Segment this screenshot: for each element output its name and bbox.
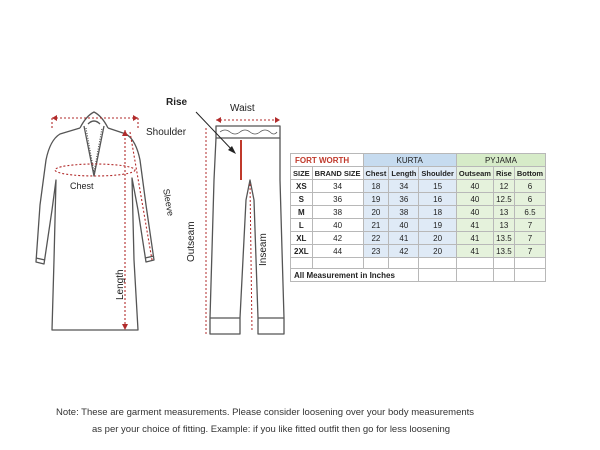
table-cell: 20 xyxy=(363,206,389,219)
table-cell: S xyxy=(291,193,313,206)
table-cell: 22 xyxy=(363,232,389,245)
chest-label: Chest xyxy=(70,181,94,191)
table-cell: 13.5 xyxy=(493,245,514,258)
rise-label: Rise xyxy=(166,97,188,108)
table-spacer-row xyxy=(291,258,546,269)
table-cell: 19 xyxy=(419,219,457,232)
column-header-row xyxy=(291,167,546,180)
brand-name: FORT WORTH xyxy=(291,154,364,167)
table-cell: 15 xyxy=(419,180,457,193)
pyjama-group-header: PYJAMA xyxy=(456,154,545,167)
table-cell: 12.5 xyxy=(493,193,514,206)
table-row xyxy=(291,232,546,245)
table-cell: 41 xyxy=(389,232,419,245)
inseam-label: Inseam xyxy=(258,233,269,266)
pyjama-measure-arrows xyxy=(216,117,280,154)
column-header: Chest xyxy=(363,167,389,180)
table-footnote-row xyxy=(291,269,546,282)
table-cell: 13 xyxy=(493,206,514,219)
table-row xyxy=(291,245,546,258)
table-cell: 34 xyxy=(389,180,419,193)
table-row xyxy=(291,206,546,219)
table-row xyxy=(291,219,546,232)
table-cell: 38 xyxy=(312,206,363,219)
table-cell: 41 xyxy=(456,219,493,232)
table-cell: 18 xyxy=(419,206,457,219)
table-cell: 44 xyxy=(312,245,363,258)
table-cell: 7 xyxy=(514,232,545,245)
table-cell: 40 xyxy=(312,219,363,232)
length-label: Length xyxy=(115,269,126,300)
table-cell: 6 xyxy=(514,193,545,206)
fitting-note-line-2: as per your choice of fitting. Example: if you like fitted outfit then go for less loosening xyxy=(92,424,451,435)
size-chart-table xyxy=(290,153,546,282)
table-cell: XS xyxy=(291,180,313,193)
table-cell: 34 xyxy=(312,180,363,193)
table-cell: 21 xyxy=(363,219,389,232)
table-cell: 41 xyxy=(456,232,493,245)
table-cell: XL xyxy=(291,232,313,245)
table-cell: 16 xyxy=(419,193,457,206)
table-cell: 6.5 xyxy=(514,206,545,219)
table-cell: 40 xyxy=(389,219,419,232)
table-cell: 40 xyxy=(456,206,493,219)
table-cell: 20 xyxy=(419,245,457,258)
column-header: Shoulder xyxy=(419,167,457,180)
shoulder-label: Shoulder xyxy=(146,127,187,138)
outseam-label: Outseam xyxy=(186,221,197,262)
column-header: Rise xyxy=(493,167,514,180)
table-cell: 12 xyxy=(493,180,514,193)
table-cell: 20 xyxy=(419,232,457,245)
table-cell: 40 xyxy=(456,193,493,206)
table-cell: 36 xyxy=(312,193,363,206)
table-cell: 42 xyxy=(312,232,363,245)
table-cell: 19 xyxy=(363,193,389,206)
pyjama-measure-lines xyxy=(196,112,280,334)
kurta-illustration xyxy=(36,112,154,330)
column-header: Length xyxy=(389,167,419,180)
table-cell: 6 xyxy=(514,180,545,193)
column-header: SIZE xyxy=(291,167,313,180)
table-row xyxy=(291,180,546,193)
table-cell: 2XL xyxy=(291,245,313,258)
waist-label: Waist xyxy=(230,103,255,114)
table-cell: L xyxy=(291,219,313,232)
table-cell: 38 xyxy=(389,206,419,219)
table-cell: 40 xyxy=(456,180,493,193)
table-cell: 13.5 xyxy=(493,232,514,245)
measurement-unit-note: All Measurement in Inches xyxy=(291,269,419,282)
kurta-group-header: KURTA xyxy=(363,154,456,167)
table-cell: 18 xyxy=(363,180,389,193)
table-cell: 7 xyxy=(514,245,545,258)
table-cell: 36 xyxy=(389,193,419,206)
column-header: Outseam xyxy=(456,167,493,180)
column-header: BRAND SIZE xyxy=(312,167,363,180)
table-cell: M xyxy=(291,206,313,219)
sleeve-label: Sleeve xyxy=(161,188,176,217)
table-cell: 7 xyxy=(514,219,545,232)
table-cell: 23 xyxy=(363,245,389,258)
table-cell: 42 xyxy=(389,245,419,258)
table-cell: 13 xyxy=(493,219,514,232)
column-header: Bottom xyxy=(514,167,545,180)
pyjama-illustration xyxy=(210,126,284,334)
group-header-row xyxy=(291,154,546,167)
table-row xyxy=(291,193,546,206)
fitting-note-line-1: Note: These are garment measurements. Please consider loosening over your body measurements xyxy=(56,407,475,418)
table-cell: 41 xyxy=(456,245,493,258)
